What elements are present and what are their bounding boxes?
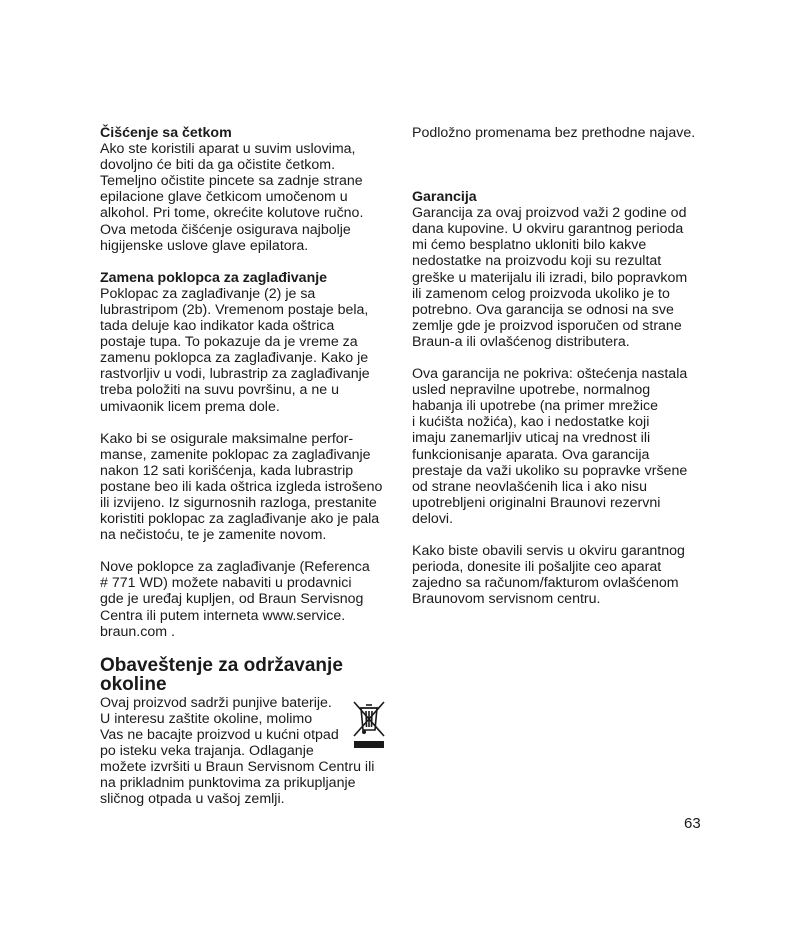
text-line: prestaje da važi ukoliko su popravke vršene [412, 462, 688, 479]
text-line: Ova metoda čišćenje osigurava najbolje [100, 221, 351, 238]
text-line: Garancija za ovaj proizvod važi 2 godine od [412, 205, 687, 222]
text-line: U interesu zaštite okoline, molimo [100, 710, 313, 727]
text-line: greške u materijalu ili izradi, bilo popravkom [412, 269, 688, 286]
text-line: mi ćemo besplatno ukloniti bilo kakve [412, 237, 647, 254]
text-line: lubrastripom (2b). Vremenom postaje bela, [100, 301, 369, 318]
text-line: higijenske uslove glave epilatora. [100, 237, 309, 254]
text-line: zajedno sa računom/fakturom ovlašćenom [412, 575, 679, 592]
text-line: Kako biste obavili servis u okviru garantnog [412, 542, 685, 559]
text-line: habanja ili upotrebe (na primer mrežice [412, 398, 659, 415]
text-line: Temeljno očistite pincete sa zadnje strane [100, 173, 363, 190]
text-line: na prikladnim punktovima za prikupljanje [100, 775, 356, 792]
replacement-paragraph-1 [100, 286, 390, 415]
text-line: Nove poklopce za zaglađivanje (Referenca [100, 559, 370, 576]
text-line: Kako bi se osigurale maksimalne perfor- [100, 430, 354, 447]
text-line: Ova garancija ne pokriva: oštećenja nastala [412, 366, 688, 383]
text-line: ili izvijeno. Iz sigurnosnih razloga, prestanite [100, 494, 377, 511]
text-line: sličnog otpada u vašoj zemlji. [100, 791, 285, 808]
text-line: imaju zanemarljiv uticaj na vrednost ili [412, 430, 651, 447]
change-notice: Podložno promenama bez prethodne najave. [412, 125, 696, 141]
text-line: upotrebljeni originalni Braunovi rezervni [412, 494, 661, 511]
text-line: Poklopac za zaglađivanje (2) je sa [100, 285, 316, 302]
text-line: umivaonik licem prema dole. [100, 398, 280, 415]
text-line: Centra ili putem interneta www.service. [100, 607, 346, 624]
text-line: tada deluje kao indikator kada oštrica [100, 318, 335, 335]
text-line: nedostatke na proizvodu koji su rezultat [412, 253, 662, 270]
environment-title-line: Obaveštenje za održavanje [100, 654, 343, 676]
cleaning-heading: Čišćenje sa četkom [100, 125, 232, 141]
text-line: postaje tupa. To pokazuje da je vreme za [100, 334, 358, 351]
text-line: postane beo ili kada oštrica izgleda istrošeno [100, 478, 383, 495]
replacement-paragraph-3 [100, 559, 390, 639]
environment-title [100, 656, 390, 695]
warranty-paragraph-3 [412, 543, 712, 607]
text-line: Ovaj proizvod sadrži punjive baterije. [100, 694, 332, 711]
environment-paragraph [100, 695, 390, 808]
text-line: Vas ne bacajte proizvod u kućni otpad [100, 726, 339, 743]
text-line: usled nepravilne upotrebe, normalnog [412, 382, 651, 399]
crossed-out-wheelie-bin-icon [352, 700, 386, 750]
text-line: dana kupovine. U okviru garantnog perioda [412, 221, 684, 238]
right-column [412, 125, 712, 607]
text-line: manse, zamenite poklopac za zaglađivanje [100, 446, 371, 463]
text-line: delovi. [412, 510, 454, 527]
text-line: potrebno. Ova garancija se odnosi na sve [412, 301, 674, 318]
warranty-heading: Garancija [412, 189, 477, 206]
environment-title-line: okoline [100, 674, 167, 696]
text-line: gde je uređaj kupljen, od Braun Servisnog [100, 591, 364, 608]
text-line: epilacione glave četkicom umočenom u [100, 189, 348, 206]
text-line: možete izvršiti u Braun Servisnom Centru ili [100, 759, 375, 776]
text-line: dovoljno će biti da ga očistite četkom. [100, 157, 336, 174]
text-line: koristiti poklopac za zaglađivanje ako je pala [100, 511, 380, 528]
cleaning-paragraph [100, 141, 390, 254]
warranty-paragraph-1 [412, 205, 712, 350]
text-line: od strane neovlašćenih lica i ako nisu [412, 478, 648, 495]
text-line: treba položiti na suvu površinu, a ne u [100, 382, 339, 399]
text-line: Braunovom servisnom centru. [412, 591, 601, 608]
text-line: rastvorljiv u vodi, lubrastrip za zaglađivanje [100, 366, 370, 383]
text-line: nakon 12 sati korišćenja, kada lubrastrip [100, 462, 354, 479]
text-line: funkcionisanje aparata. Ova garancija [412, 446, 650, 463]
text-line: ili zamenom celog proizvoda ukoliko je to [412, 285, 670, 302]
text-line: alkohol. Pri tome, okrećite kolutove ručno. [100, 205, 364, 222]
text-line: zamenu poklopca za zaglađivanje. Kako je [100, 350, 369, 367]
text-line: Braun-a ili ovlašćenog distributera. [412, 333, 630, 350]
text-line: braun.com . [100, 623, 175, 640]
text-line: perioda, donesite ili pošaljite ceo aparat [412, 559, 662, 576]
text-line: na nečistoću, te je zamenite novom. [100, 527, 327, 544]
text-line: Ako ste koristili aparat u suvim uslovima, [100, 141, 356, 158]
replacement-heading: Zamena poklopca za zaglađivanje [100, 269, 328, 286]
text-line: # 771 WD) možete nabaviti u prodavnici [100, 575, 352, 592]
page-number: 63 [684, 815, 701, 832]
text-line: i kućišta nožića), kao i nedostatke koji [412, 414, 650, 431]
replacement-paragraph-2 [100, 431, 390, 544]
text-line: po isteku veka trajanja. Odlaganje [100, 743, 314, 759]
left-column [100, 125, 390, 807]
text-line: zemlje gde je proizvod isporučen od strane [412, 317, 682, 334]
warranty-paragraph-2 [412, 366, 712, 527]
